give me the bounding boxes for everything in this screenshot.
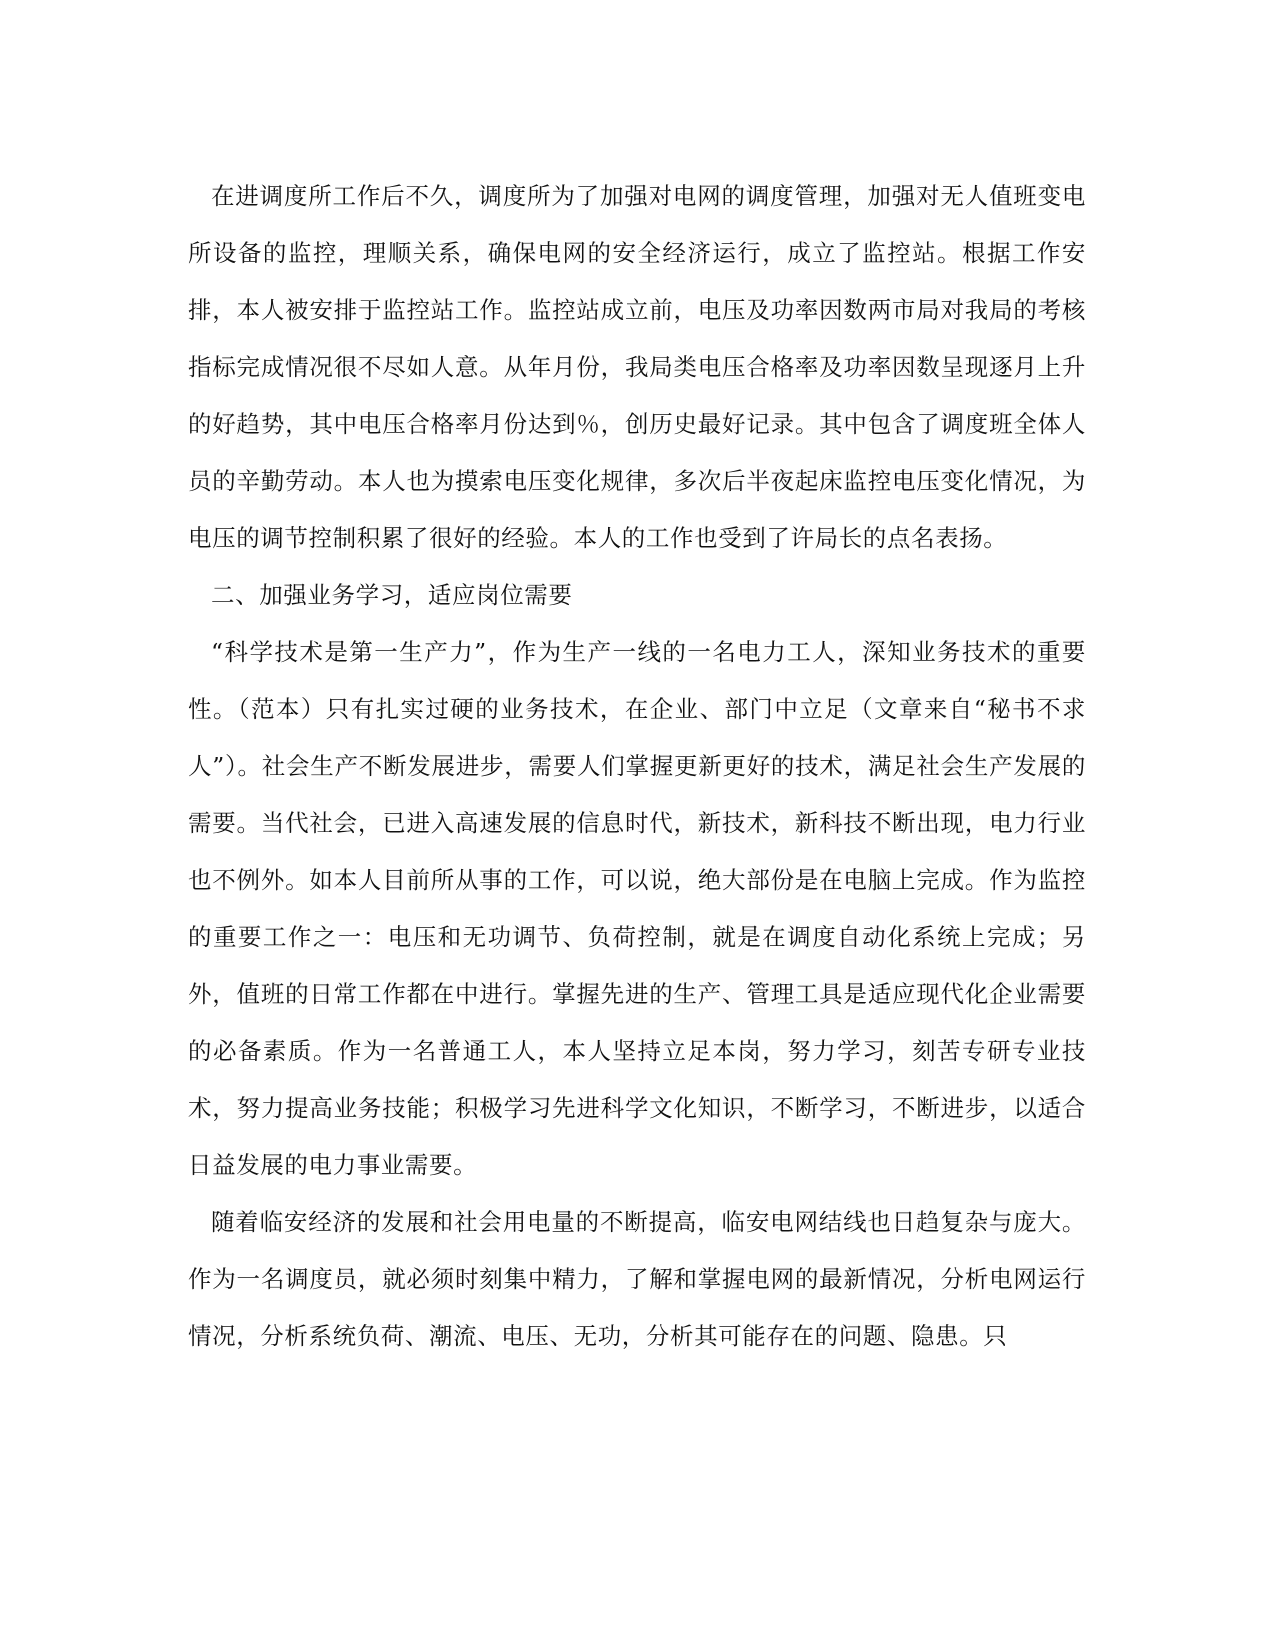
section-heading-business-study: 二、加强业务学习，适应岗位需要	[211, 581, 573, 609]
paragraph-grid-development: 随着临安经济的发展和社会用电量的不断提高，临安电网结线也日趋复杂与庞大。作为一名调度员，就必须时刻集中精力，了解和掌握电网的最新情况，分析电网运行情况，分析系统负荷、潮流、电压、无功，分析其可能存在的问题、隐患。只	[188, 1208, 1086, 1350]
paragraph-monitoring-station: 在进调度所工作后不久，调度所为了加强对电网的调度管理，加强对无人值班变电所设备的监控，理顺关系，确保电网的安全经济运行，成立了监控站。根据工作安排，本人被安排于监控站工作。监控站成立前，电压及功率因数两市局对我局的考核指标完成情况很不尽如人意。从年月份，我局类电压合格率及功率因数呈现逐月上升的好趋势，其中电压合格率月份达到％，创历史最好记录。其中包含了调度班全体人员的辛勤劳动。本人也为摸索电压变化规律，多次后半夜起床监控电压变化情况，为电压的调节控制积累了很好的经验。本人的工作也受到了许局长的点名表扬。	[188, 182, 1086, 552]
document-body	[188, 168, 1086, 1365]
paragraph-technology-importance: “科学技术是第一生产力”，作为生产一线的一名电力工人，深知业务技术的重要性。（范本）只有扎实过硬的业务技术，在企业、部门中立足（文章来自“秘书不求人”）。社会生产不断发展进步，需要人们掌握更新更好的技术，满足社会生产发展的需要。当代社会，已进入高速发展的信息时代，新技术，新科技不断出现，电力行业也不例外。如本人目前所从事的工作，可以说，绝大部份是在电脑上完成。作为监控的重要工作之一：电压和无功调节、负荷控制，就是在调度自动化系统上完成；另外，值班的日常工作都在中进行。掌握先进的生产、管理工具是适应现代化企业需要的必备素质。作为一名普通工人，本人坚持立足本岗，努力学习，刻苦专研专业技术，努力提高业务技能；积极学习先进科学文化知识，不断学习，不断进步，以适合日益发展的电力事业需要。	[188, 638, 1086, 1179]
